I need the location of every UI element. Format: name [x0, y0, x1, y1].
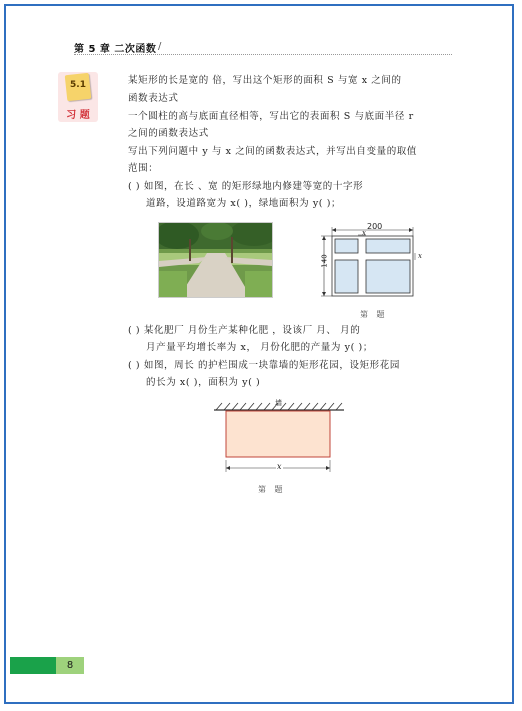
- garden-path-photo: [158, 222, 273, 298]
- problem-3c-line-1: ( ) 如图，周长 的护栏围成一块靠墙的矩形花园，设矩形花园: [128, 360, 400, 371]
- problem-3-line-2: 范围：: [128, 163, 159, 174]
- exercise-label: 习 题: [66, 110, 90, 121]
- fig1-height-label: 140: [320, 254, 329, 268]
- page-footer-bar: [10, 657, 56, 674]
- fig2-x-label: x: [277, 462, 282, 471]
- header-rule: [74, 54, 452, 55]
- wall-label: 墙: [275, 399, 282, 407]
- problem-3-line-1: 写出下列问题中 y 与 x 之间的函数表达式，并写出自变量的取值: [128, 146, 418, 157]
- problem-3a-line-2: 道路，设道路宽为 x( )，绿地面积为 y( )；: [146, 198, 342, 209]
- problem-3c-line-2: 的长为 x( )，面积为 y( ): [146, 377, 261, 388]
- problem-3b-line-2: 月产量平均增长率为 x， 月份化肥的产量为 y( )；: [146, 342, 373, 353]
- problem-2-line-2: 之间的函数表达式: [128, 128, 209, 139]
- fig1-x-label-top: x: [362, 229, 366, 237]
- problem-3b-line-1: ( ) 某化肥厂 月份生产某种化肥 ，设该厂 月、 月的: [128, 325, 361, 336]
- problem-2-line-1: 一个圆柱的高与底面直径相等，写出它的表面积 S 与底面半径 r: [128, 111, 414, 122]
- figure1-caption: 第 题: [360, 310, 388, 319]
- problem-1-line-1: 某矩形的长是宽的 倍，写出这个矩形的面积 S 与宽 x 之间的: [128, 75, 402, 86]
- figure2-caption: 第 题: [258, 485, 286, 494]
- chapter-slash: /: [158, 41, 162, 52]
- chapter-header: 第 5 章 二次函数: [74, 44, 157, 55]
- road-grid-diagram: [318, 224, 430, 306]
- problem-1-line-2: 函数表达式: [128, 93, 179, 104]
- page-number: 8: [56, 657, 84, 674]
- problem-3a-line-1: ( ) 如图，在长 、宽 的矩形绿地内修建等宽的十字形: [128, 181, 364, 192]
- fig1-width-label: 200: [367, 222, 383, 231]
- exercise-number: 5.1: [70, 80, 86, 90]
- fig1-x-label-side: x: [418, 252, 422, 260]
